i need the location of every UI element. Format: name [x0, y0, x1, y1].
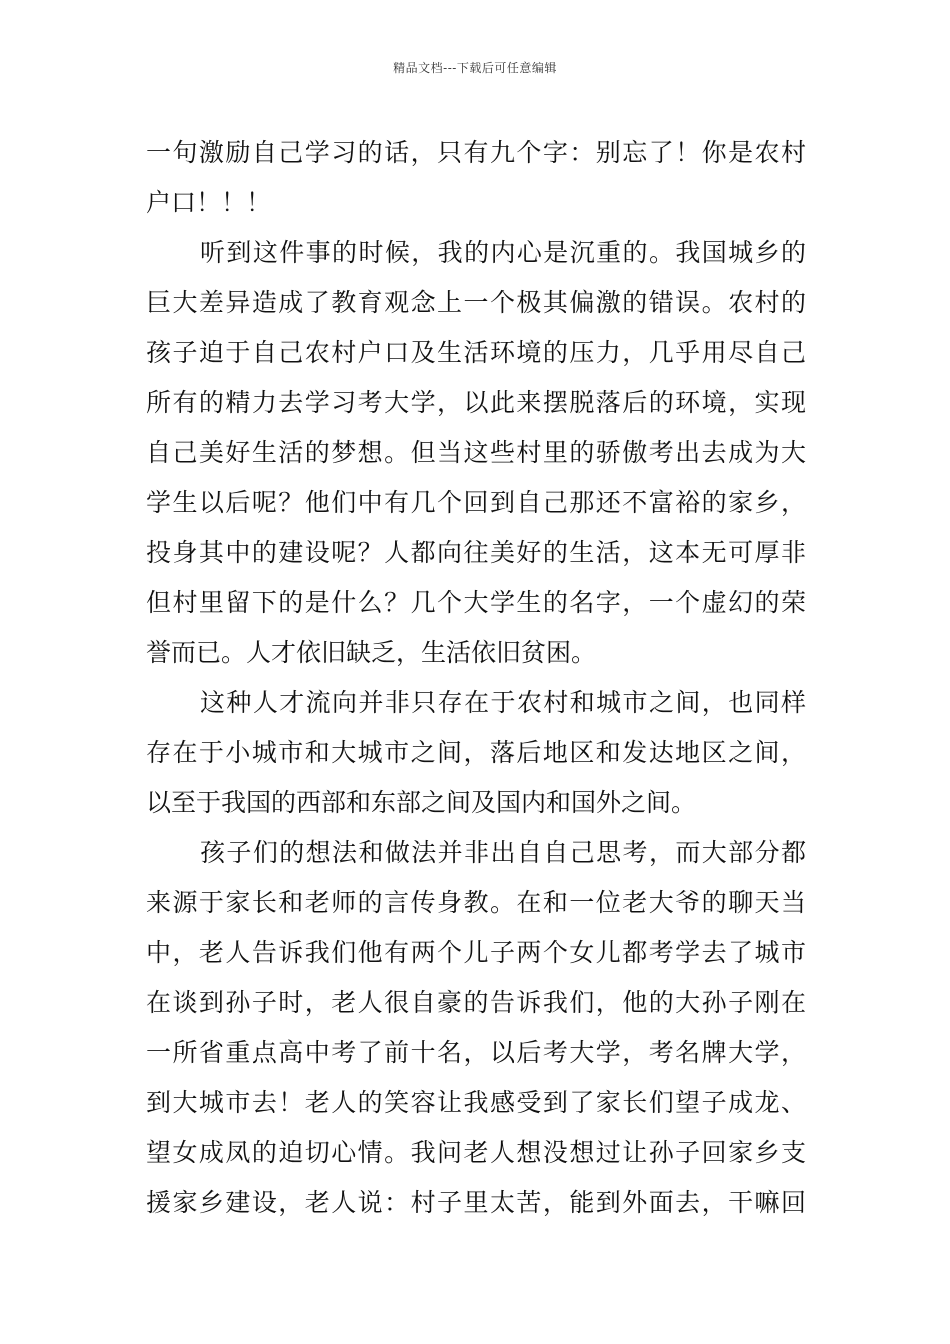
text-line: 孩子迫于自己农村户口及生活环境的压力，几乎用尽自己 — [146, 338, 806, 367]
text-line: 投身其中的建设呢？人都向往美好的生活，这本无可厚非 — [146, 538, 806, 567]
text-line: 以至于我国的西部和东部之间及国内和国外之间。 — [146, 788, 697, 817]
text-line: 誉而已。人才依旧缺乏，生活依旧贫困。 — [146, 638, 597, 667]
paragraph-first-line: 这种人才流向并非只存在于农村和城市之间，也同样 — [200, 688, 806, 717]
page-header: 精品文档---下载后可任意编辑 — [393, 61, 557, 75]
text-line: 来源于家长和老师的言传身教。在和一位老大爷的聊天当 — [146, 888, 806, 917]
text-line: 在谈到孙子时，老人很自豪的告诉我们，他的大孙子刚在 — [146, 988, 806, 1017]
text-line: 望女成凤的迫切心情。我问老人想没想过让孙子回家乡支 — [146, 1138, 806, 1167]
text-line: 一句激励自己学习的话，只有九个字：别忘了！你是农村 — [146, 138, 806, 167]
text-line: 到大城市去！老人的笑容让我感受到了家长们望子成龙、 — [146, 1088, 806, 1117]
text-line: 自己美好生活的梦想。但当这些村里的骄傲考出去成为大 — [146, 438, 806, 467]
text-line: 中，老人告诉我们他有两个儿子两个女儿都考学去了城市 — [146, 938, 806, 967]
text-line: 援家乡建设，老人说：村子里太苦，能到外面去，干嘛回 — [146, 1188, 806, 1217]
paragraph-first-line: 孩子们的想法和做法并非出自自己思考，而大部分都 — [200, 838, 806, 867]
text-line: 学生以后呢？他们中有几个回到自己那还不富裕的家乡， — [146, 488, 806, 517]
body-text — [146, 128, 806, 1228]
text-line: 所有的精力去学习考大学，以此来摆脱落后的环境，实现 — [146, 388, 806, 417]
text-line: 巨大差异造成了教育观念上一个极其偏激的错误。农村的 — [146, 288, 806, 317]
text-line: 一所省重点高中考了前十名，以后考大学，考名牌大学， — [146, 1038, 806, 1067]
text-line: 存在于小城市和大城市之间，落后地区和发达地区之间， — [146, 738, 806, 767]
paragraph-first-line: 听到这件事的时候，我的内心是沉重的。我国城乡的 — [200, 238, 806, 267]
text-line: 户口！！！ — [146, 188, 272, 217]
text-line: 但村里留下的是什么？几个大学生的名字，一个虚幻的荣 — [146, 588, 806, 617]
